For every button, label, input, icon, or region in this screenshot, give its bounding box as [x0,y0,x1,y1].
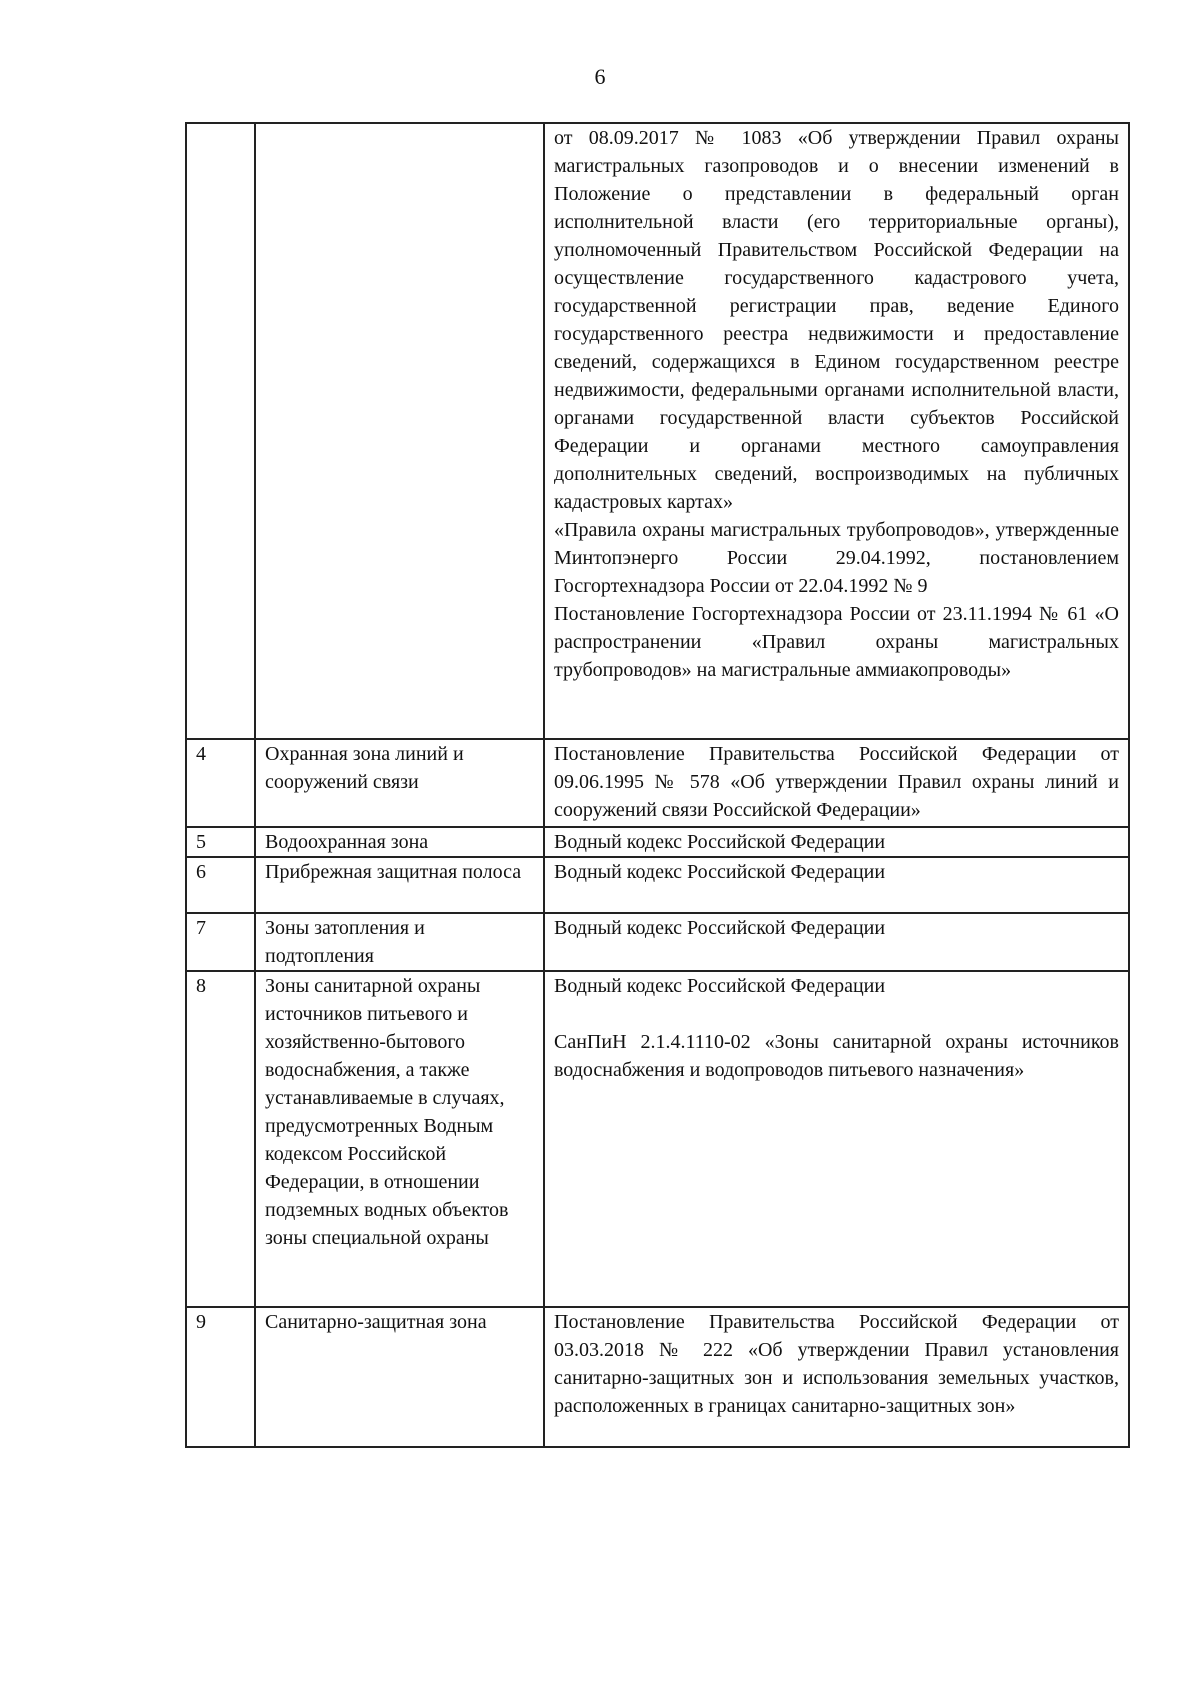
zone-name: Зоны затопления и подтопления [255,913,544,971]
zone-name: Прибрежная защитная полоса [255,857,544,913]
zone-name [255,123,544,739]
row-number [186,123,255,739]
row-number: 5 [186,827,255,857]
legal-basis [544,123,1129,739]
legal-document: Постановление Правительства Российской Федерации от 03.03.2018 № 222 «Об утверждении Правил установления санитарно-защитных зон и использования земельных участков, расположенных в границах санитарно-защитных зон» [554,1311,1119,1417]
legal-document: СанПиН 2.1.4.1110-02 «Зоны санитарной охраны источников водоснабжения и водопроводов питьевого назначения» [554,1031,1119,1081]
zone-name: Охранная зона линий и сооружений связи [255,739,544,827]
legal-document: Постановление Правительства Российской Федерации от 09.06.1995 № 578 «Об утверждении Правил охраны линий и сооружений связи Российской Федерации» [554,743,1119,821]
table-row [186,971,1129,1307]
table-row [186,739,1129,827]
paragraph-gap [554,1000,1119,1028]
table-row [186,827,1129,857]
table-row [186,123,1129,739]
row-number: 8 [186,971,255,1307]
row-number: 4 [186,739,255,827]
zone-name: Санитарно-защитная зона [255,1307,544,1447]
legal-document: Водный кодекс Российской Федерации [554,917,886,939]
legal-basis [544,857,1129,913]
page-number: 6 [594,64,606,89]
legal-basis [544,971,1129,1307]
table-row [186,1307,1129,1447]
table-row [186,913,1129,971]
legal-basis [544,739,1129,827]
legal-document: от 08.09.2017 № 1083 «Об утверждении Правил охраны магистральных газопроводов и о внесении изменений в Положение о представлении в федеральный орган исполнительной власти (его территориальные органы), уполномоченный Правительством Российской Федерации на осуществление государственного кадастрового учета, государственной регистрации прав, ведение Единого государственного реестра недвижимости и предоставление сведений, содержащихся в Едином государственном реестре недвижимости, федеральными органами исполнительной власти, органами государственной власти субъектов Российской Федерации и органами местного самоуправления дополнительных сведений, воспроизводимых на публичных кадастровых картах» [554,127,1119,513]
table-row [186,857,1129,913]
legal-document: Постановление Госгортехнадзора России от 23.11.1994 № 61 «О распространении «Правил охраны магистральных трубопроводов» на магистральные аммиакопроводы» [554,603,1119,681]
legal-basis [544,827,1129,857]
row-number: 7 [186,913,255,971]
zone-name: Зоны санитарной охраны источников питьевого и хозяйственно-бытового водоснабжения, а также устанавливаемые в случаях, предусмотренных Водным кодексом Российской Федерации, в отношении подземных водных объектов зоны специальной охраны [255,971,544,1307]
row-number: 9 [186,1307,255,1447]
legal-document: Водный кодекс Российской Федерации [554,831,886,853]
row-number: 6 [186,857,255,913]
legal-document: Водный кодекс Российской Федерации [554,861,886,883]
legal-document: Водный кодекс Российской Федерации [554,975,886,997]
legal-basis [544,1307,1129,1447]
legal-document: «Правила охраны магистральных трубопроводов», утвержденные Минтопэнерго России 29.04.1992, постановлением Госгортехнадзора России от 22.04.1992 № 9 [554,519,1119,597]
zone-name: Водоохранная зона [255,827,544,857]
legal-basis [544,913,1129,971]
zones-table [185,122,1130,1448]
